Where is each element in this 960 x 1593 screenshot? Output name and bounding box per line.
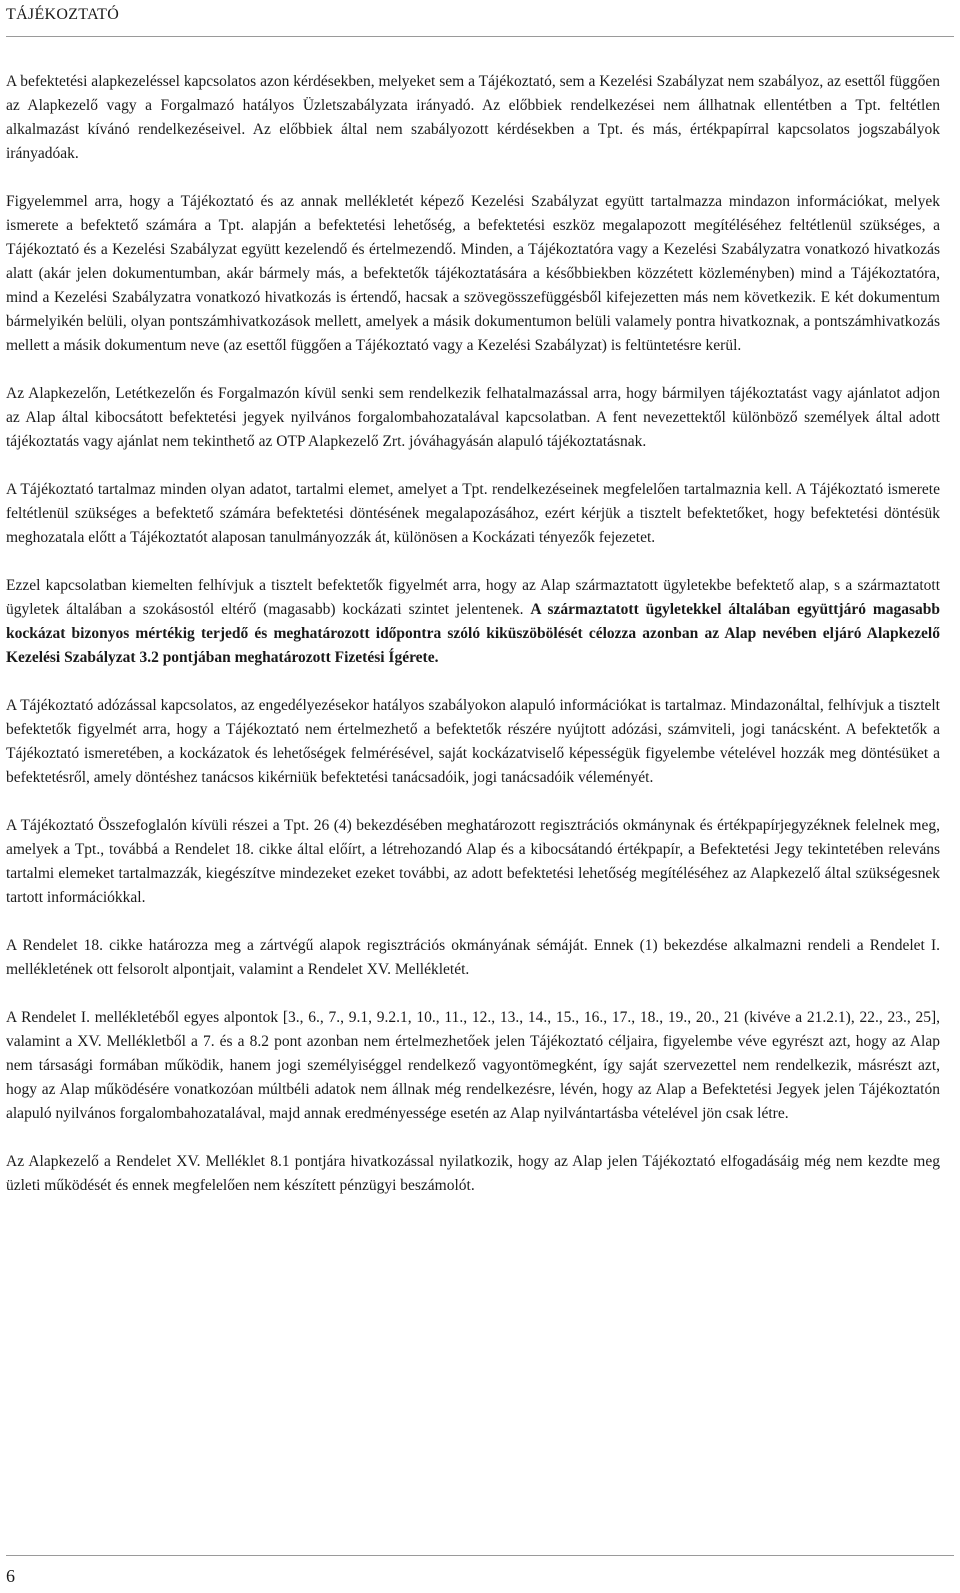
- paragraph-4: [6, 478, 940, 550]
- paragraph-text: A Rendelet I. mellékletéből egyes alpontok [3., 6., 7., 9.1, 9.2.1, 10., 11., 12., 13., 14., 15., 16., 17., 18., 19., 20., 21 (kivéve a 21.2.1), 22., 23., 25], valamint a XV. Mellékletből a 7. és a 8.2 pont azonban nem értelmezhetőek jelen Tájékoztató céljaira, figyelembe véve egyrészt azt, hogy az Alap nem társasági formában működik, hanem jogi személyiséggel rendelkező vagyontömegként, így saját szervezettel nem rendelkezik, másrészt azt, hogy az Alap működésére vonatkozóan múltbéli adatok nem állnak még rendelkezésre, lévén, hogy az Alap a Befektetési Jegyek jelen Tájékoztatón alapuló nyilvános forgalombahozatalával, majd annak eredményessége esetén az Alap nyilvántartásba vételével jön csak létre.: [6, 1009, 940, 1122]
- header-title: TÁJÉKOZTATÓ: [6, 6, 120, 23]
- paragraph-6: [6, 694, 940, 790]
- paragraph-5: [6, 574, 940, 670]
- paragraph-8: [6, 934, 940, 982]
- bold-text: A származtatott ügyletekkel általában együttjáró magasabb kockázat bizonyos mértékig terjedő és meghatározott időpontra szóló kiküszöbölését célozza azonban az Alap nevében eljáró Alapkezelő Kezelési Szabályzat 3.2 pontjában meghatározott Fizetési Ígérete.: [6, 601, 940, 666]
- paragraph-text: A Tájékoztató adózással kapcsolatos, az engedélyezésekor hatályos szabályokon alapuló információkat is tartalmaz. Mindazonáltal, felhívjuk a tisztelt befektetők figyelmét arra, hogy a Tájékoztató nem értelmezhető a befektetők részére nyújtott adózási, számviteli, jogi tanácsként. A befektetők a Tájékoztató ismeretében, a kockázatok és lehetőségek felmérésével, saját kockázatviselő képességük figyelembe vételével hozzák meg döntésüket a befektetésről, amely döntéshez tanácsos kikérniük befektetési tanácsadóik, jogi tanácsadóik véleményét.: [6, 697, 940, 786]
- paragraph-10: [6, 1150, 940, 1198]
- paragraph-text: A Rendelet 18. cikke határozza meg a zártvégű alapok regisztrációs okmányának sémáját. Ennek (1) bekezdése alkalmazni rendeli a Rendelet I. mellékletének ott felsorolt alpontjait, valamint a Rendelet XV. Mellékletét.: [6, 937, 940, 978]
- paragraph-text: Ezzel kapcsolatban kiemelten felhívjuk a tisztelt befektetők figyelmét arra, hogy az Alap származtatott ügyletekbe befektető alap, s a származtatott ügyletek általában a szokásostól eltérő (magasabb) kockázati szintet jelentenek.: [6, 577, 940, 618]
- document-body: [6, 70, 940, 1222]
- paragraph-2: [6, 190, 940, 358]
- paragraph-text: Figyelemmel arra, hogy a Tájékoztató és az annak mellékletét képező Kezelési Szabályzat együtt tartalmazza mindazon információkat, melyek ismerete a befektető számára a Tpt. alapján a befektetési lehetőség, a befektetési eszköz megalapozott megítéléséhez feltétlenül szükséges, a Tájékoztató és a Kezelési Szabályzat együtt kezelendő és értelmezendő. Minden, a Tájékoztatóra vagy a Kezelési Szabályzatra vonatkozó hivatkozás alatt (akár jelen dokumentumban, akár bármely más, a befektetők tájékoztatására a későbbiekben közzétett közleményben) mind a Tájékoztatóra, mind a Kezelési Szabályzatra vonatkozó hivatkozás is értendő, hacsak a szövegösszefüggésből kifejezetten más nem következik. E két dokumentum bármelyikén belüli, olyan pontszámhivatkozások mellett, amelyek a másik dokumentumon belüli valamely pontra hivatkoznak, a pontszámhivatkozás mellett a másik dokumentum neve (az esettől függően a Tájékoztató vagy a Kezelési Szabályzat) is feltüntetésre kerül.: [6, 193, 940, 354]
- paragraph-text: A Tájékoztató Összefoglalón kívüli részei a Tpt. 26 (4) bekezdésében meghatározott regisztrációs okmánynak és értékpapírjegyzéknek felelnek meg, amelyek a Tpt., továbbá a Rendelet 18. cikke által előírt, a létrehozandó Alap és a kibocsátandó értékpapír, a Befektetési Jegy tekintetében releváns tartalmi elemeket tartalmazzák, kiegészítve mindezeket ezeket további, az adott befektetési lehetőség megítéléséhez az Alapkezelő által szükségesnek tartott információkkal.: [6, 817, 940, 906]
- page-footer: [6, 1555, 954, 1586]
- paragraph-7: [6, 814, 940, 910]
- paragraph-text: A befektetési alapkezeléssel kapcsolatos azon kérdésekben, melyeket sem a Tájékoztató, sem a Kezelési Szabályzat nem szabályoz, az esettől függően az Alapkezelő vagy a Forgalmazó hatályos Üzletszabályzata irányadó. Az előbbiek rendelkezései nem állhatnak ellentétben a Tpt. feltétlen alkalmazást kívánó rendelkezéseivel. Az előbbiek által nem szabályozott kérdésekben a Tpt. és más, értékpapírral kapcsolatos jogszabályok irányadóak.: [6, 73, 940, 162]
- page-number: 6: [6, 1566, 15, 1586]
- paragraph-text: Az Alapkezelő a Rendelet XV. Melléklet 8.1 pontjára hivatkozással nyilatkozik, hogy az Alap jelen Tájékoztató elfogadásáig még nem kezdte meg üzleti működését és ennek megfelelően nem készített pénzügyi beszámolót.: [6, 1153, 940, 1194]
- paragraph-9: [6, 1006, 940, 1126]
- paragraph-3: [6, 382, 940, 454]
- paragraph-1: [6, 70, 940, 166]
- paragraph-text: A Tájékoztató tartalmaz minden olyan adatot, tartalmi elemet, amelyet a Tpt. rendelkezéseinek megfelelően tartalmaznia kell. A Tájékoztató ismerete feltétlenül szükséges a befektető számára befektetési döntésének megalapozásához, ezért kérjük a tisztelt befektetőket, hogy befektetési döntésük meghozatala előtt a Tájékoztatót alaposan tanulmányozzák át, különösen a Kockázati tényezők fejezetet.: [6, 481, 940, 546]
- page-header: [6, 4, 954, 37]
- paragraph-text: Az Alapkezelőn, Letétkezelőn és Forgalmazón kívül senki sem rendelkezik felhatalmazással arra, hogy bármilyen tájékoztatást vagy ajánlatot adjon az Alap által kibocsátott befektetési jegyek nyilvános forgalombahozatalával kapcsolatban. A fent nevezettektől különböző személyek által adott tájékoztatás vagy ajánlat nem tekinthető az OTP Alapkezelő Zrt. jóváhagyásán alapuló tájékoztatásnak.: [6, 385, 940, 450]
